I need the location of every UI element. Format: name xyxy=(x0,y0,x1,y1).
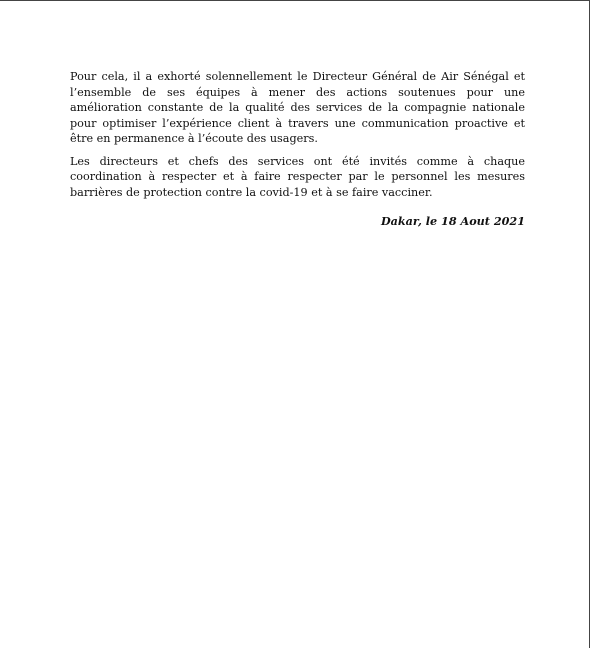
page-right-border xyxy=(589,0,590,648)
page-top-border xyxy=(0,0,590,1)
body-paragraph-1: Pour cela, il a exhorté solennellement le Directeur Général de Air Sénégal et l’ensemble de ses équipes à mener des actions soutenues pour une amélioration constante de la qualité des services de la compagnie nationale pour optimiser l’expérience client à travers une communication proactive et être en permanence à l’écoute des usagers. xyxy=(70,70,525,145)
body-paragraph-2: Les directeurs et chefs des services ont été invités comme à chaque coordination à respecter et à faire respecter par le personnel les mesures barrières de protection contre la covid-19 et à se faire vacciner. xyxy=(70,154,525,199)
place-date-signature: Dakar, le 18 Aout 2021 xyxy=(380,214,525,228)
document-page xyxy=(70,69,525,230)
